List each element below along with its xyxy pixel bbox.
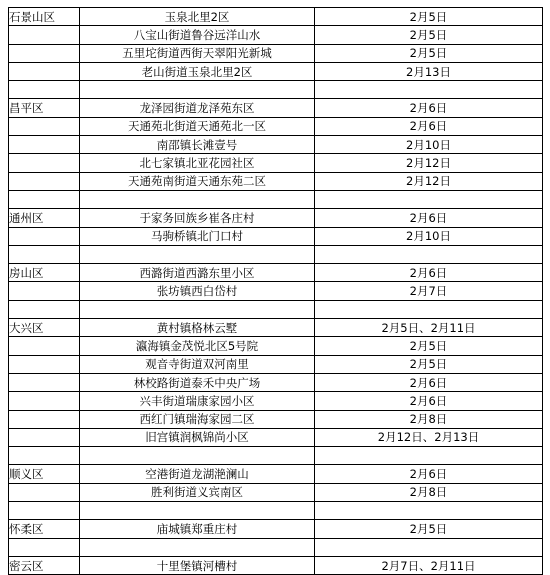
table-row (9, 8, 543, 26)
empty-district-cell (9, 483, 80, 501)
date-cell: 2月6日 (315, 465, 543, 483)
date-cell: 2月13日 (315, 62, 543, 80)
table-row (9, 264, 543, 282)
table-row (9, 520, 543, 538)
location-cell: 林校路街道泰禾中央广场 (80, 373, 315, 391)
empty-cell (80, 245, 315, 263)
table-row (9, 392, 543, 410)
district-cell: 怀柔区 (9, 520, 80, 538)
location-cell: 西潞街道西潞东里小区 (80, 264, 315, 282)
location-cell: 马驹桥镇北门口村 (80, 227, 315, 245)
empty-district-cell (9, 282, 80, 300)
date-cell: 2月5日 (315, 337, 543, 355)
table-row (9, 117, 543, 135)
location-cell: 天通苑北街道天通苑北一区 (80, 117, 315, 135)
table-row (9, 483, 543, 501)
district-cell: 大兴区 (9, 319, 80, 337)
location-cell: 五里坨街道西街天翠阳光新城 (80, 44, 315, 62)
district-cell: 石景山区 (9, 8, 80, 26)
empty-cell (9, 190, 80, 208)
location-cell: 庙城镇郑重庄村 (80, 520, 315, 538)
table-row (9, 136, 543, 154)
table-row (9, 410, 543, 428)
table-row (9, 282, 543, 300)
location-cell: 南邵镇长滩壹号 (80, 136, 315, 154)
location-cell: 空港街道龙湖滟澜山 (80, 465, 315, 483)
date-cell: 2月5日 (315, 520, 543, 538)
date-cell: 2月12日、2月13日 (315, 428, 543, 446)
table-row (9, 227, 543, 245)
empty-cell (315, 81, 543, 99)
table-row (9, 355, 543, 373)
table-row (9, 319, 543, 337)
table-row (9, 209, 543, 227)
table-row (9, 428, 543, 446)
empty-cell (315, 538, 543, 556)
empty-district-cell (9, 392, 80, 410)
date-cell: 2月5日 (315, 8, 543, 26)
table-row (9, 44, 543, 62)
location-cell: 兴丰街道瑞康家园小区 (80, 392, 315, 410)
spacer-row (9, 81, 543, 99)
empty-district-cell (9, 136, 80, 154)
location-cell: 瀛海镇金茂悦北区5号院 (80, 337, 315, 355)
location-cell: 观音寺街道双河南里 (80, 355, 315, 373)
empty-cell (9, 447, 80, 465)
table-row (9, 373, 543, 391)
location-cell: 十里堡镇河槽村 (80, 556, 315, 574)
empty-cell (315, 447, 543, 465)
date-cell: 2月12日 (315, 172, 543, 190)
table-body (9, 8, 543, 575)
table-row (9, 26, 543, 44)
table-row (9, 465, 543, 483)
location-cell: 黄村镇格林云墅 (80, 319, 315, 337)
table-row (9, 62, 543, 80)
table-row (9, 99, 543, 117)
district-cell: 密云区 (9, 556, 80, 574)
empty-cell (9, 245, 80, 263)
empty-cell (9, 538, 80, 556)
spacer-row (9, 447, 543, 465)
date-cell: 2月6日 (315, 373, 543, 391)
district-location-date-table (8, 7, 543, 575)
empty-district-cell (9, 26, 80, 44)
date-cell: 2月12日 (315, 154, 543, 172)
district-cell: 通州区 (9, 209, 80, 227)
empty-cell (315, 190, 543, 208)
location-cell: 北七家镇北亚花园社区 (80, 154, 315, 172)
location-cell: 旧宫镇润枫锦尚小区 (80, 428, 315, 446)
empty-cell (80, 190, 315, 208)
date-cell: 2月10日 (315, 136, 543, 154)
date-cell: 2月6日 (315, 99, 543, 117)
empty-district-cell (9, 337, 80, 355)
date-cell: 2月6日 (315, 117, 543, 135)
location-cell: 张坊镇西白岱村 (80, 282, 315, 300)
location-cell: 天通苑南街道天通东苑二区 (80, 172, 315, 190)
empty-district-cell (9, 62, 80, 80)
date-cell: 2月6日 (315, 392, 543, 410)
empty-cell (80, 300, 315, 318)
location-cell: 玉泉北里2区 (80, 8, 315, 26)
empty-district-cell (9, 172, 80, 190)
empty-district-cell (9, 227, 80, 245)
empty-cell (315, 502, 543, 520)
spacer-row (9, 245, 543, 263)
date-cell: 2月8日 (315, 410, 543, 428)
empty-cell (80, 502, 315, 520)
date-cell: 2月8日 (315, 483, 543, 501)
location-cell: 龙泽园街道龙泽苑东区 (80, 99, 315, 117)
date-cell: 2月6日 (315, 264, 543, 282)
empty-cell (315, 300, 543, 318)
empty-district-cell (9, 117, 80, 135)
district-cell: 房山区 (9, 264, 80, 282)
district-cell: 昌平区 (9, 99, 80, 117)
location-cell: 八宝山街道鲁谷远洋山水 (80, 26, 315, 44)
table-row (9, 556, 543, 574)
table-row (9, 337, 543, 355)
table-row (9, 172, 543, 190)
empty-district-cell (9, 44, 80, 62)
date-cell: 2月5日 (315, 26, 543, 44)
date-cell: 2月6日 (315, 209, 543, 227)
empty-cell (80, 538, 315, 556)
location-cell: 于家务回族乡崔各庄村 (80, 209, 315, 227)
date-cell: 2月7日、2月11日 (315, 556, 543, 574)
empty-cell (315, 245, 543, 263)
spacer-row (9, 190, 543, 208)
empty-district-cell (9, 154, 80, 172)
date-cell: 2月5日 (315, 44, 543, 62)
spacer-row (9, 300, 543, 318)
empty-district-cell (9, 355, 80, 373)
date-cell: 2月7日 (315, 282, 543, 300)
date-cell: 2月5日 (315, 355, 543, 373)
empty-cell (9, 81, 80, 99)
table-row (9, 154, 543, 172)
date-cell: 2月5日、2月11日 (315, 319, 543, 337)
empty-cell (9, 300, 80, 318)
empty-district-cell (9, 373, 80, 391)
date-cell: 2月10日 (315, 227, 543, 245)
empty-cell (80, 447, 315, 465)
empty-cell (9, 502, 80, 520)
spacer-row (9, 502, 543, 520)
district-cell: 顺义区 (9, 465, 80, 483)
empty-district-cell (9, 428, 80, 446)
spacer-row (9, 538, 543, 556)
location-cell: 老山街道玉泉北里2区 (80, 62, 315, 80)
location-cell: 胜利街道义宾南区 (80, 483, 315, 501)
location-cell: 西红门镇瑞海家园二区 (80, 410, 315, 428)
empty-district-cell (9, 410, 80, 428)
empty-cell (80, 81, 315, 99)
